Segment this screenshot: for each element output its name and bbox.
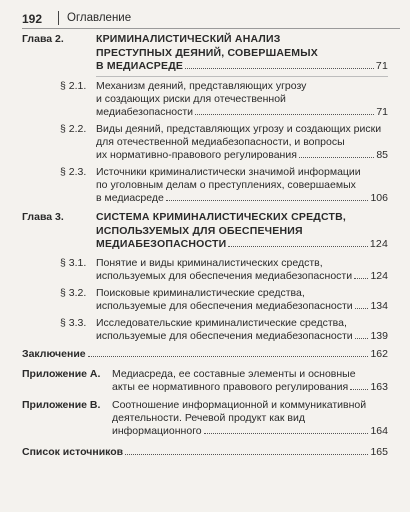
toc-line: КРИМИНАЛИСТИЧЕСКИЙ АНАЛИЗ xyxy=(96,33,281,45)
toc-entry-section-2-1[interactable] xyxy=(22,80,388,120)
appendix-label: Приложение А. xyxy=(22,368,101,380)
toc-entry-conclusion[interactable] xyxy=(22,348,388,362)
toc-line: Список источников xyxy=(22,446,124,458)
dot-leader xyxy=(166,200,369,201)
toc-line: используемые для обеспечения медиабезопасности xyxy=(96,300,353,312)
toc-entry-appendix-b[interactable] xyxy=(22,399,388,439)
dot-leader xyxy=(299,157,374,158)
toc-line: Поисковые криминалистические средства, xyxy=(96,287,305,299)
toc-line: В МЕДИАСРЕДЕ xyxy=(96,60,184,72)
page-ref: 139 xyxy=(370,330,388,342)
dot-leader xyxy=(204,433,369,434)
page-ref: 71 xyxy=(375,60,388,72)
section-label: § 2.1. xyxy=(60,80,87,92)
toc-line: по уголовным делам о преступлениях, совершаемых xyxy=(96,179,356,191)
toc-entry-section-2-3[interactable] xyxy=(22,166,388,206)
page-ref: 124 xyxy=(370,270,388,282)
page-ref: 162 xyxy=(370,348,388,360)
section-label: § 3.1. xyxy=(60,257,87,269)
page-ref: 163 xyxy=(370,381,388,393)
header-rule xyxy=(22,28,400,29)
page-ref: 165 xyxy=(370,446,388,458)
dot-leader xyxy=(125,454,368,455)
header-title: Оглавление xyxy=(67,12,132,24)
page-ref: 85 xyxy=(376,149,388,161)
toc-entry-section-3-3[interactable] xyxy=(22,317,388,344)
toc-entry-section-2-2[interactable] xyxy=(22,123,388,163)
dot-leader xyxy=(355,338,369,339)
toc-line: Источники криминалистически значимой информации xyxy=(96,166,361,178)
page-ref: 164 xyxy=(370,425,388,437)
toc-line: ИСПОЛЬЗУЕМЫХ ДЛЯ ОБЕСПЕЧЕНИЯ xyxy=(96,224,303,237)
divider xyxy=(96,76,388,77)
toc-line: Понятие и виды криминалистических средств, xyxy=(96,257,323,269)
dot-leader xyxy=(185,68,374,69)
section-label: § 2.3. xyxy=(60,166,87,178)
toc-line: Соотношение информационной и коммуникативной xyxy=(112,399,367,411)
dot-leader xyxy=(350,389,368,390)
toc-line: в медиасреде xyxy=(96,192,164,204)
dot-leader xyxy=(354,278,368,279)
toc-line: для отечественной медиабезопасности, и вопросы xyxy=(96,136,345,148)
toc-line: Заключение xyxy=(22,348,86,360)
dot-leader xyxy=(195,114,374,115)
toc-line: и создающих риски для отечественной xyxy=(96,93,286,105)
section-label: § 2.2. xyxy=(60,123,87,135)
dot-leader xyxy=(228,246,367,247)
appendix-label: Приложение В. xyxy=(22,399,101,411)
toc-entry-section-3-1[interactable] xyxy=(22,257,388,284)
dot-leader xyxy=(88,356,369,357)
page-ref: 134 xyxy=(370,300,388,312)
toc-entry-appendix-a[interactable] xyxy=(22,368,388,395)
section-label: § 3.3. xyxy=(60,317,87,329)
page-ref: 106 xyxy=(370,192,388,204)
header-divider xyxy=(58,11,59,25)
page-ref: 124 xyxy=(369,238,388,250)
toc-entry-section-3-2[interactable] xyxy=(22,287,388,314)
toc-line: информационного xyxy=(112,425,202,437)
page-ref: 71 xyxy=(376,106,388,118)
toc-line: используемые для обеспечения медиабезопасности xyxy=(96,330,353,342)
toc-line: СИСТЕМА КРИМИНАЛИСТИЧЕСКИХ СРЕДСТВ, xyxy=(96,211,347,223)
toc-line: акты ее нормативного правового регулирования xyxy=(112,381,349,393)
toc-line: медиабезопасности xyxy=(96,106,194,118)
dot-leader xyxy=(355,308,369,309)
toc-entry-chapter-2[interactable] xyxy=(22,33,388,75)
page-header xyxy=(22,8,388,28)
toc-line: Исследовательские криминалистические средства, xyxy=(96,317,347,329)
toc-entry-sources[interactable] xyxy=(22,446,388,460)
page-number: 192 xyxy=(22,12,43,26)
toc-line: используемых для обеспечения медиабезопасности xyxy=(96,270,353,282)
toc-line: Медиасреда, ее составные элементы и основные xyxy=(112,368,356,380)
chapter-label: Глава 3. xyxy=(22,211,64,223)
toc-line: Виды деяний, представляющих угрозу и создающих риски xyxy=(96,123,382,135)
toc-line: Механизм деяний, представляющих угрозу xyxy=(96,80,307,92)
toc-entry-chapter-3[interactable] xyxy=(22,211,388,253)
toc-line: ПРЕСТУПНЫХ ДЕЯНИЙ, СОВЕРШАЕМЫХ xyxy=(96,46,318,59)
chapter-label: Глава 2. xyxy=(22,33,64,45)
toc-line: МЕДИАБЕЗОПАСНОСТИ xyxy=(96,238,227,250)
toc-line: деятельности. Речевой продукт как вид xyxy=(112,412,305,424)
section-label: § 3.2. xyxy=(60,287,87,299)
toc-line: их нормативно-правового регулирования xyxy=(96,149,297,161)
